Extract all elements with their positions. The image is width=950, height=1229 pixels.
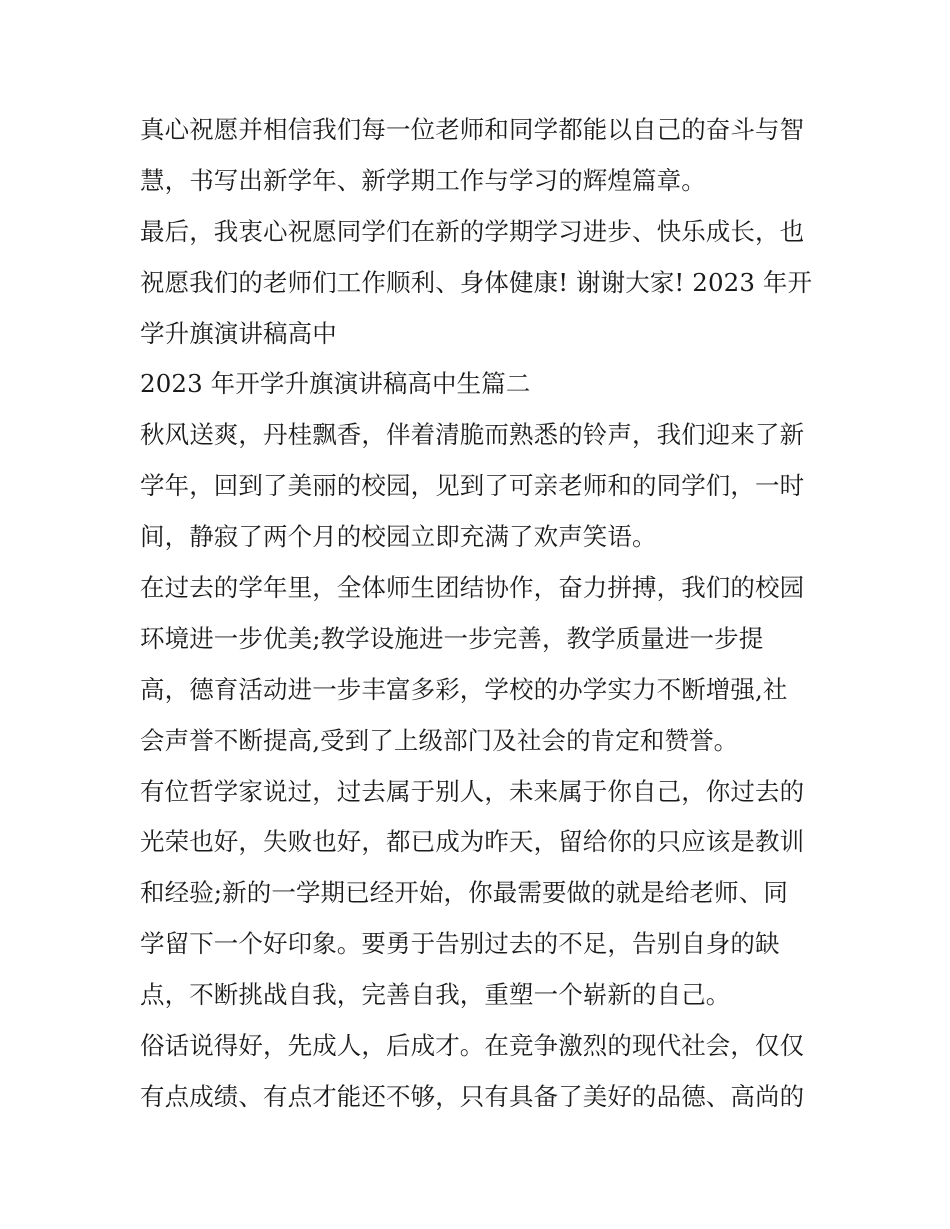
text-line: 祝愿我们的老师们工作顺利、身体健康! 谢谢大家! 2023 年开 xyxy=(140,267,813,297)
text-line: 真心祝愿并相信我们每一位老师和同学都能以自己的奋斗与智 xyxy=(140,115,805,144)
text-line: 会声誉不断提高,受到了上级部门及社会的肯定和赞誉。 xyxy=(140,725,739,755)
text-line: 环境进一步优美;教学设施进一步完善，教学质量进一步提 xyxy=(140,623,764,653)
text-line: 高，德育活动进一步丰富多彩，学校的办学实力不断增强,社 xyxy=(140,674,788,704)
text-line: 有位哲学家说过，过去属于别人，未来属于你自己，你过去的 xyxy=(140,776,805,806)
text-line: 最后，我衷心祝愿同学们在新的学期学习进步、快乐成长，也 xyxy=(140,216,805,246)
text-line: 有点成绩、有点才能还不够，只有具备了美好的品德、高尚的 xyxy=(140,1081,805,1111)
text-line: 和经验;新的一学期已经开始，你最需要做的就是给老师、同 xyxy=(140,878,788,908)
text-line: 点，不断挑战自我，完善自我，重塑一个崭新的自己。 xyxy=(140,980,731,1010)
text-line: 秋风送爽，丹桂飘香，伴着清脆而熟悉的铃声，我们迎来了新 xyxy=(140,420,805,450)
section-heading: 2023 年开学升旗演讲稿高中生篇二 xyxy=(140,369,531,399)
text-line: 间，静寂了两个月的校园立即充满了欢声笑语。 xyxy=(140,522,657,552)
text-line: 学升旗演讲稿高中 xyxy=(140,318,337,348)
text-line: 慧，书写出新学年、新学期工作与学习的辉煌篇章。 xyxy=(140,165,706,195)
document-page xyxy=(140,111,840,1129)
text-line: 光荣也好，失败也好，都已成为昨天，留给你的只应该是教训 xyxy=(140,827,805,857)
text-line: 在过去的学年里，全体师生团结协作，奋力拼搏，我们的校园 xyxy=(140,573,805,603)
text-line: 学留下一个好印象。要勇于告别过去的不足，告别自身的缺 xyxy=(140,929,780,959)
text-line: 俗话说得好，先成人，后成才。在竞争激烈的现代社会，仅仅 xyxy=(140,1031,805,1061)
text-line: 学年，回到了美丽的校园，见到了可亲老师和的同学们，一时 xyxy=(140,471,805,501)
